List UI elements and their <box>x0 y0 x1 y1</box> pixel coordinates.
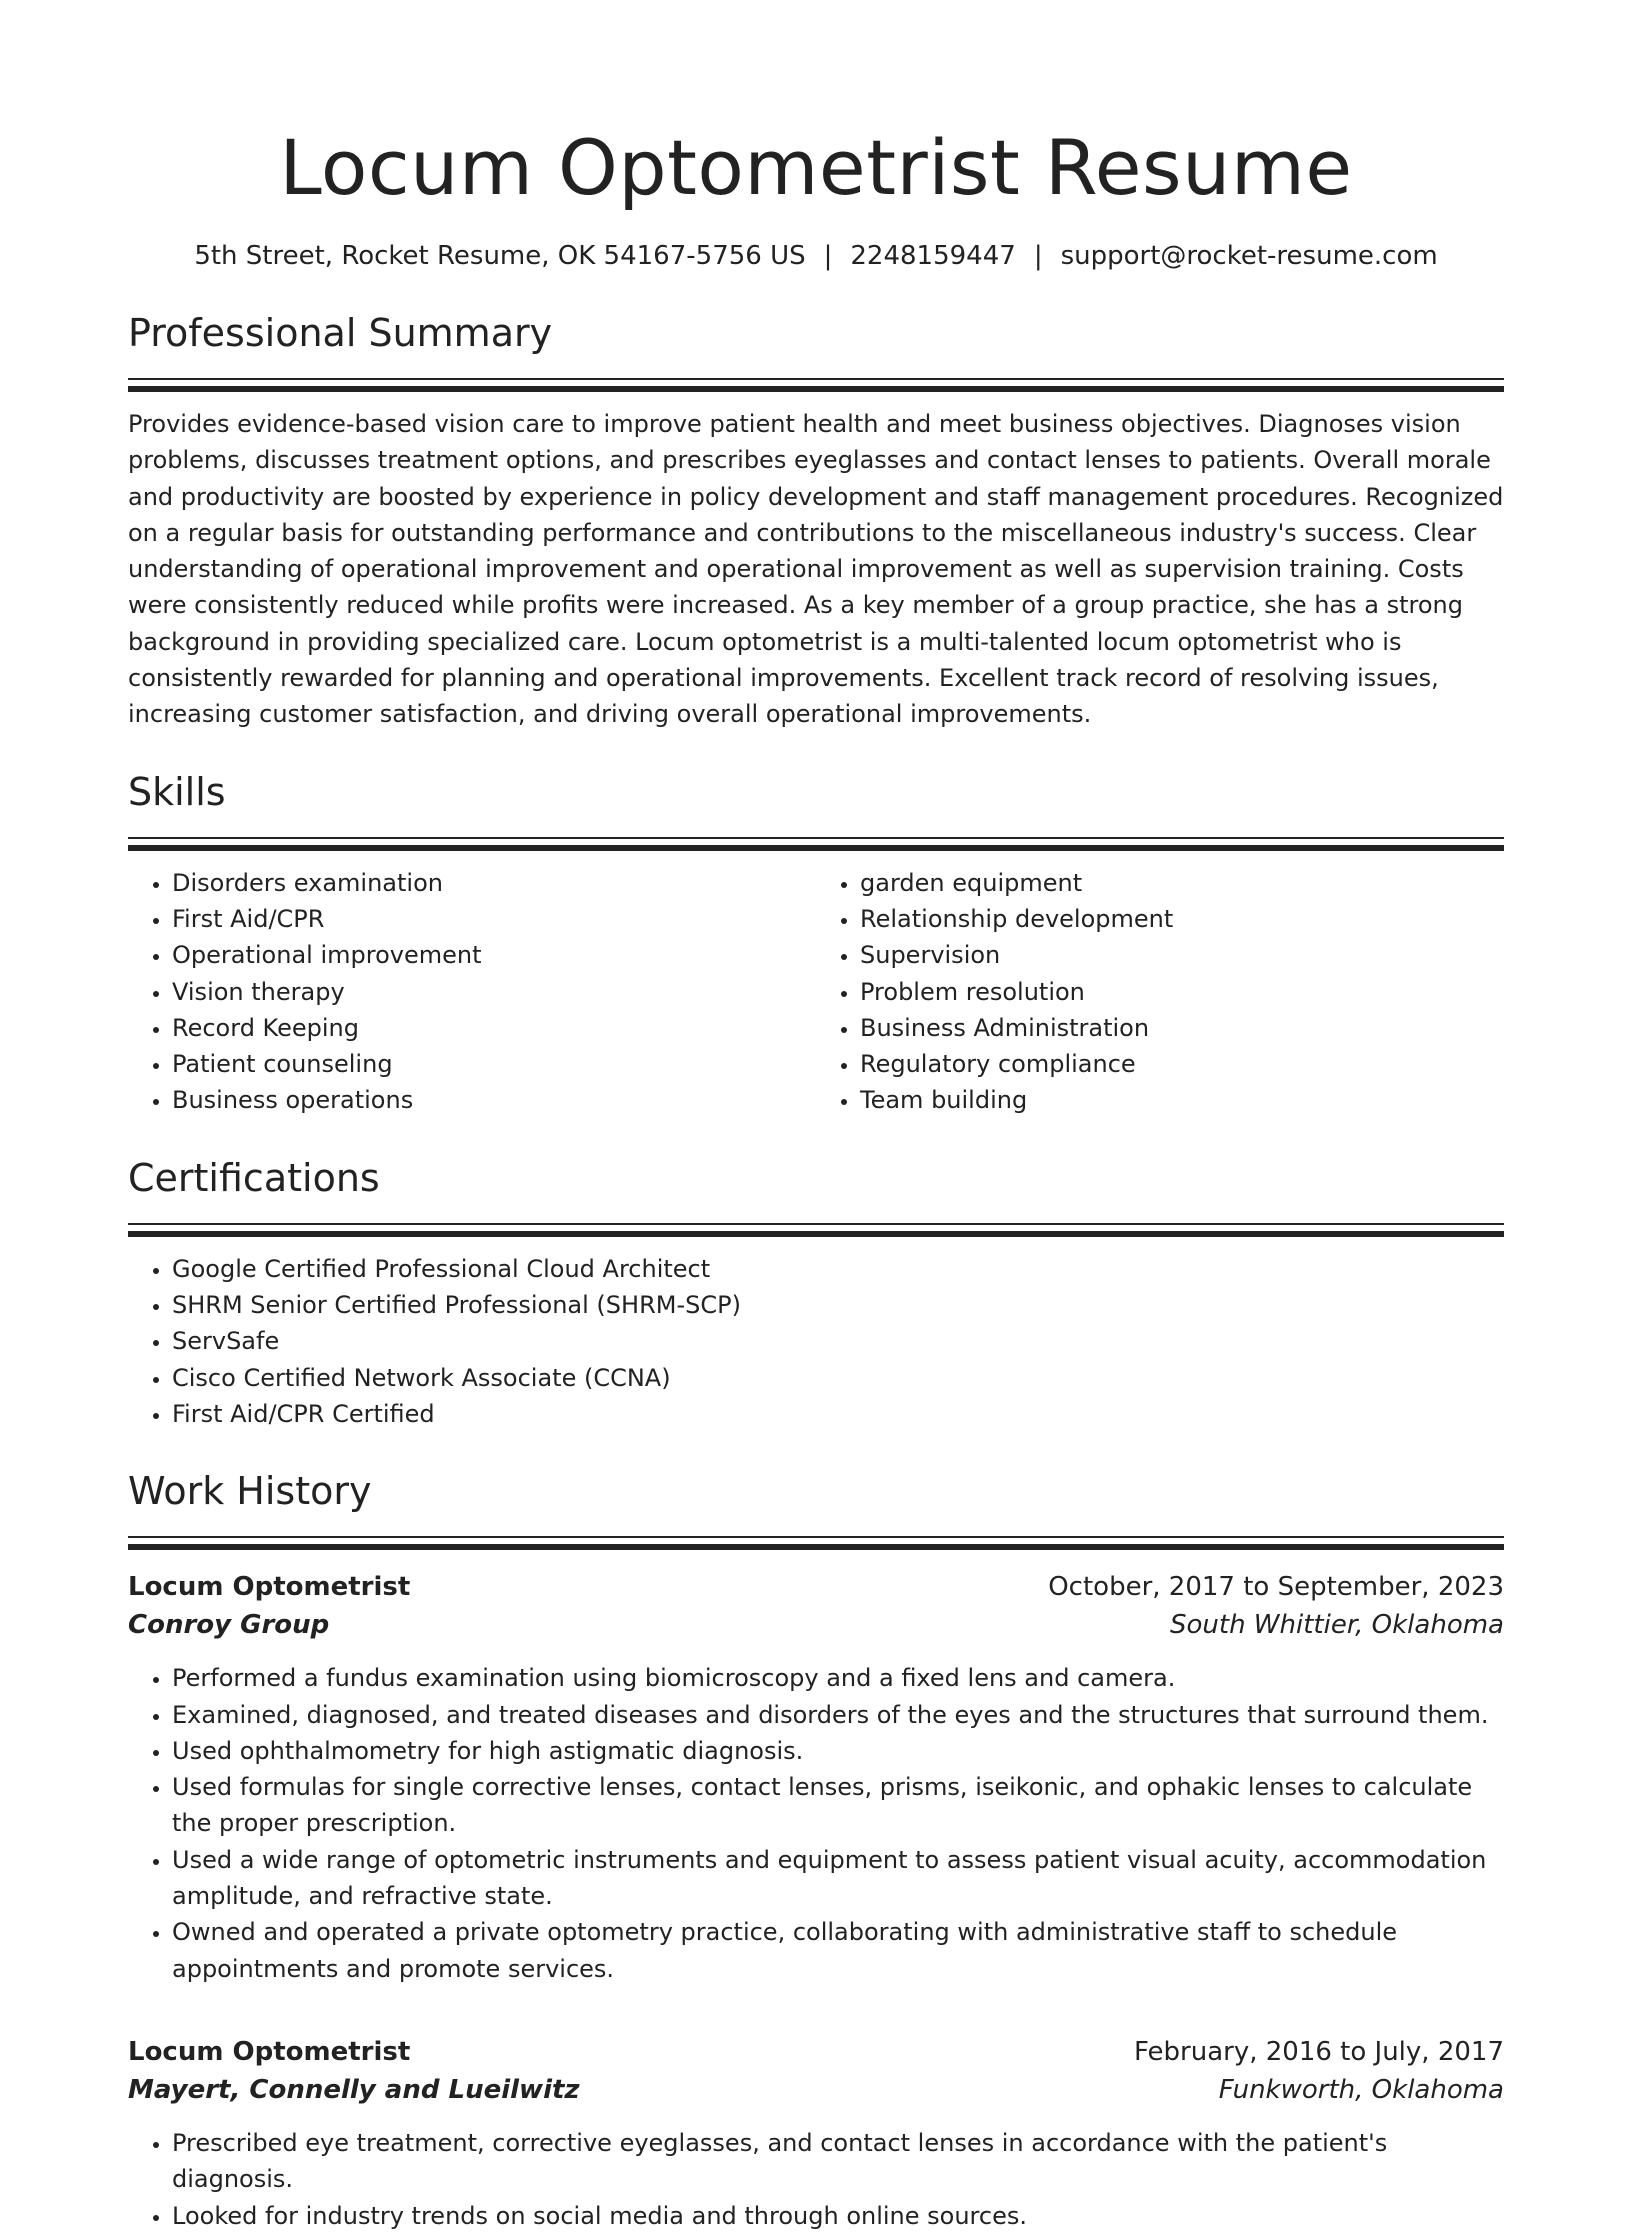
contact-separator: | <box>1033 241 1043 271</box>
job-duties-list <box>128 2125 1504 2234</box>
job-duty: • Used formulas for single corrective lenses, contact lenses, prisms, iseikonic, and ophakic lenses to calculate the proper prescription. <box>172 1769 1504 1842</box>
skill-item: • Problem resolution <box>860 974 1504 1010</box>
job-duty: • Prescribed eye treatment, corrective eyeglasses, and contact lenses in accordance with the patient's diagnosis. <box>172 2125 1504 2198</box>
section-rule-thick <box>128 1544 1504 1550</box>
section-rule-thick <box>128 1231 1504 1237</box>
job-duty: • Looked for industry trends on social media and through online sources. <box>172 2198 1504 2234</box>
work-section-header <box>128 1464 1504 1550</box>
contact-email: support@rocket-resume.com <box>1060 241 1438 271</box>
job-entry <box>128 1568 1504 1987</box>
certifications-list <box>128 1251 1504 1432</box>
skill-item: • First Aid/CPR <box>172 901 816 937</box>
contact-address: 5th Street, Rocket Resume, OK 54167-5756 US <box>194 241 806 271</box>
contact-separator: | <box>823 241 833 271</box>
work-heading: Work History <box>128 1469 372 1514</box>
summary-section-header <box>128 306 1504 392</box>
skill-item: • Vision therapy <box>172 974 816 1010</box>
skill-item: • Patient counseling <box>172 1046 816 1082</box>
job-duty: • Used ophthalmometry for high astigmatic diagnosis. <box>172 1733 1504 1769</box>
certifications-section-header <box>128 1151 1504 1237</box>
section-rule-thin <box>128 1536 1504 1538</box>
skill-item: • Operational improvement <box>172 937 816 973</box>
skill-item: • Business Administration <box>860 1010 1504 1046</box>
skill-item: • Regulatory compliance <box>860 1046 1504 1082</box>
job-title: Locum Optometrist <box>128 2036 411 2067</box>
skills-section-header <box>128 765 1504 851</box>
section-rule-thin <box>128 837 1504 839</box>
skill-item: • garden equipment <box>860 865 1504 901</box>
job-location: South Whittier, Oklahoma <box>1169 1610 1504 1641</box>
job-entry <box>128 2033 1504 2234</box>
resume-title: Locum Optometrist Resume <box>279 123 1353 212</box>
job-subheader-row <box>128 1606 1504 1644</box>
job-company: Conroy Group <box>128 1610 330 1641</box>
job-header-row <box>128 1568 1504 1606</box>
certification-item: • Google Certified Professional Cloud Architect <box>172 1251 1504 1287</box>
summary-text: Provides evidence-based vision care to improve patient health and meet business objectives. Diagnoses vision problems, discusses treatment options, and prescribes eyeglasses and contact lenses to patients. Overall morale and productivity are boosted by experience in policy development and staff management procedures. Recognized on a regular basis for outstanding performance and contributions to the miscellaneous industry's success. Clear understanding of operational improvement and operational improvement as well as supervision training. Costs were consistently reduced while profits were increased. As a key member of a group practice, she has a strong background in providing specialized care. Locum optometrist is a multi-talented locum optometrist who is consistently rewarded for planning and operational improvements. Excellent track record of resolving issues, increasing customer satisfaction, and driving overall operational improvements. <box>128 410 1504 729</box>
job-company: Mayert, Connelly and Lueilwitz <box>128 2074 580 2105</box>
certifications-heading: Certifications <box>128 1155 380 1200</box>
skills-columns <box>128 865 1504 1119</box>
certification-item: • SHRM Senior Certified Professional (SHRM-SCP) <box>172 1287 1504 1323</box>
certification-item: • First Aid/CPR Certified <box>172 1396 1504 1432</box>
certification-item: • ServSafe <box>172 1323 1504 1359</box>
job-duty: • Examined, diagnosed, and treated diseases and disorders of the eyes and the structures that surround them. <box>172 1697 1504 1733</box>
job-header-row <box>128 2033 1504 2071</box>
certification-item: • Cisco Certified Network Associate (CCNA) <box>172 1360 1504 1396</box>
skill-item: • Team building <box>860 1082 1504 1118</box>
skill-item: • Business operations <box>172 1082 816 1118</box>
job-duty: • Owned and operated a private optometry practice, collaborating with administrative staff to schedule appointments and promote services. <box>172 1914 1504 1987</box>
job-title: Locum Optometrist <box>128 1572 411 1603</box>
job-duties-list <box>128 1660 1504 1987</box>
skills-heading: Skills <box>128 769 226 814</box>
skill-item: • Record Keeping <box>172 1010 816 1046</box>
skills-list-left <box>128 865 816 1119</box>
summary-heading: Professional Summary <box>128 311 553 355</box>
skill-item: • Disorders examination <box>172 865 816 901</box>
skills-list-right <box>816 865 1504 1119</box>
contact-phone: 2248159447 <box>850 241 1016 271</box>
job-dates: October, 2017 to September, 2023 <box>1048 1572 1504 1603</box>
contact-line <box>128 238 1504 274</box>
job-location: Funkworth, Oklahoma <box>1218 2074 1504 2105</box>
skill-item: • Relationship development <box>860 901 1504 937</box>
job-duty: • Performed a fundus examination using biomicroscopy and a fixed lens and camera. <box>172 1660 1504 1696</box>
section-rule-thin <box>128 1223 1504 1225</box>
section-rule-thick <box>128 386 1504 392</box>
job-subheader-row <box>128 2071 1504 2109</box>
job-duty: • Used a wide range of optometric instruments and equipment to assess patient visual acuity, accommodation amplitude, and refractive state. <box>172 1842 1504 1915</box>
skill-item: • Supervision <box>860 937 1504 973</box>
section-rule-thick <box>128 845 1504 851</box>
section-rule-thin <box>128 378 1504 380</box>
job-dates: February, 2016 to July, 2017 <box>1134 2036 1504 2067</box>
